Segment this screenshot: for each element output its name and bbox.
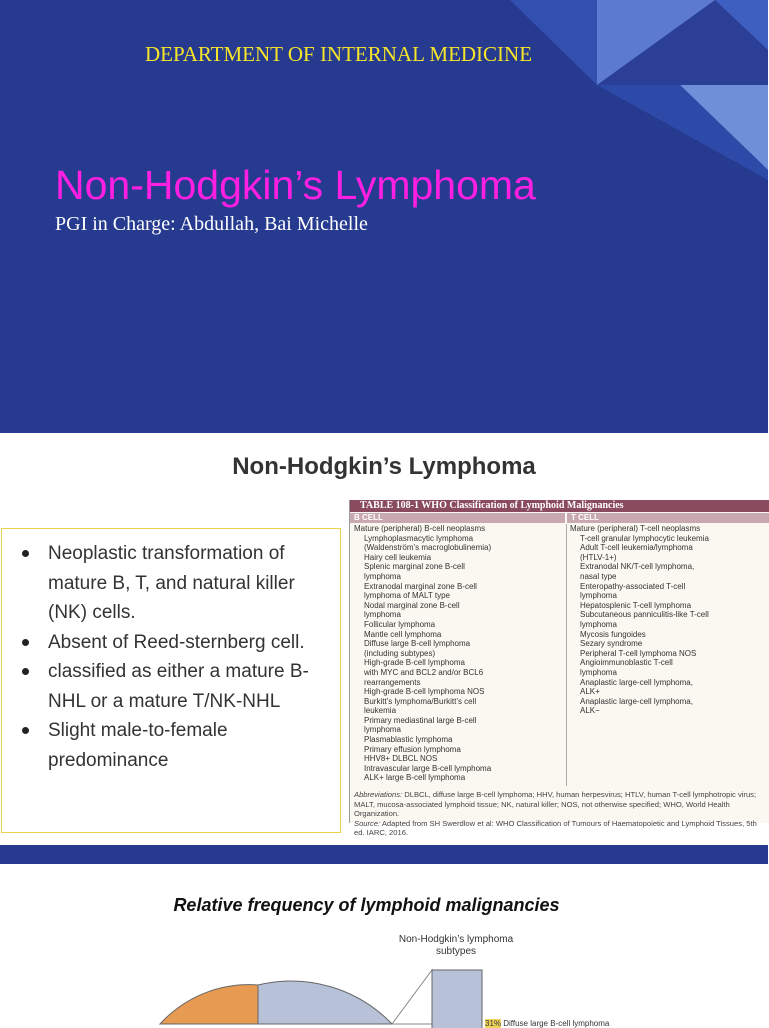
abbr-label: Abbreviations: — [354, 790, 403, 799]
table-entry: lymphoma of MALT type — [364, 591, 450, 601]
table-entry: Adult T-cell leukemia/lymphoma — [580, 543, 693, 553]
bullet-item: Slight male-to-female predominance — [22, 716, 337, 775]
b-cell-column — [354, 524, 564, 783]
table-entry: ALK+ — [580, 687, 600, 697]
table-entry: lymphoma — [364, 610, 401, 620]
table-entry: High-grade B-cell lymphoma — [364, 658, 465, 668]
table-entry: Mantle cell lymphoma — [364, 629, 442, 639]
subtype-bar — [432, 970, 482, 1028]
slide-divider-band — [0, 845, 768, 864]
source-label: Source: — [354, 818, 381, 828]
table-entry: Diffuse large B-cell lymphoma — [364, 639, 471, 649]
table-entry: (including subtypes) — [364, 648, 436, 658]
b-cell-header: B CELL — [350, 513, 565, 523]
subtypes-label: Non-Hodgkin’s lymphoma subtypes — [398, 934, 514, 957]
bullet-item: Neoplastic transformation of mature B, T, and natural killer (NK) cells. — [22, 539, 337, 628]
table-entry: Hepatosplenic T-cell lymphoma — [580, 600, 692, 610]
bullet-list — [22, 539, 337, 775]
subtype-pct: 31% — [485, 1019, 502, 1028]
subtype-label — [485, 1019, 609, 1028]
t-cell-group: Mature (peripheral) T-cell neoplasms — [570, 524, 701, 533]
table-entry: Burkitt’s lymphoma/Burkitt’s cell — [364, 696, 477, 706]
bullet-box — [1, 528, 341, 833]
table-entry: Plasmablastic lymphoma — [364, 735, 453, 745]
table-entry: lymphoma — [364, 571, 401, 581]
slide-title: Relative frequency of lymphoid malignancies — [173, 895, 560, 915]
table-entry: Hairy cell leukemia — [364, 552, 432, 562]
table-entry: Angioimmunoblastic T-cell — [580, 658, 673, 668]
subtype-name: Diffuse large B-cell lymphoma — [501, 1019, 610, 1028]
table-entry: Nodal marginal zone B-cell — [364, 600, 460, 610]
table-entry: Enteropathy-associated T-cell — [580, 581, 686, 591]
table-entry: ALK− — [580, 706, 600, 716]
table-footnote — [354, 790, 766, 838]
table-entry: HHV8+ DLBCL NOS — [364, 754, 438, 764]
b-cell-group: Mature (peripheral) B-cell neoplasms — [354, 524, 486, 533]
table-entry: Peripheral T-cell lymphoma NOS — [580, 648, 697, 658]
table-entry: Anaplastic large-cell lymphoma, — [580, 677, 693, 687]
pie-slice-orange — [160, 985, 258, 1024]
table-entry: ALK+ large B-cell lymphoma — [364, 773, 466, 783]
table-entry: Follicular lymphoma — [364, 619, 436, 629]
source-text: Adapted from SH Swerdlow et al: WHO Classification of Tumours of Haematopoietic and Lymphoid Tissues, 5th ed. IARC, 2016. — [354, 818, 757, 837]
t-cell-column — [570, 524, 769, 716]
table-entry: lymphoma — [580, 619, 617, 629]
table-entry: Sezary syndrome — [580, 639, 643, 649]
table-entry: Anaplastic large-cell lymphoma, — [580, 696, 693, 706]
table-entry: (HTLV-1+) — [580, 552, 617, 562]
table-entry: (Waldenström’s macroglobulinemia) — [364, 543, 492, 553]
frequency-slide — [0, 864, 768, 1028]
bullet-item: Absent of Reed-sternberg cell. — [22, 628, 337, 658]
bullet-item: classified as either a mature B-NHL or a mature T/NK-NHL — [22, 657, 337, 716]
table-entry: lymphoma — [580, 591, 617, 601]
frequency-chart — [0, 864, 768, 1024]
table-entry: High-grade B-cell lymphoma NOS — [364, 687, 485, 697]
presenter-line: PGI in Charge: Abdullah, Bai Michelle — [55, 213, 368, 235]
connector-wedge — [392, 970, 432, 1024]
department-heading: DEPARTMENT OF INTERNAL MEDICINE — [145, 42, 533, 66]
column-divider — [566, 524, 567, 786]
overview-slide — [0, 433, 768, 845]
table-entry: Mycosis fungoides — [580, 629, 646, 639]
table-entry: nasal type — [580, 571, 617, 581]
bullet-dot-icon — [22, 668, 29, 675]
table-entry: Subcutaneous panniculitis-like T-cell — [580, 610, 709, 620]
table-entry: with MYC and BCL2 and/or BCL6 — [364, 667, 484, 677]
t-cell-header: T CELL — [567, 513, 769, 523]
slide-title: Non-Hodgkin’s Lymphoma — [55, 162, 536, 208]
table-entry: Primary mediastinal large B-cell — [364, 715, 477, 725]
abbreviations: DLBCL, diffuse large B-cell lymphoma; HHV, human herpesvirus; HTLV, human T-cell lymphotropic virus; MALT, mucosa-associated lymphoid tissue; NK, natural killer; NOS, not otherwise specified; WHO, World Health Organization. — [354, 790, 757, 818]
table-entry: lymphoma — [364, 725, 401, 735]
bullet-dot-icon — [22, 727, 29, 734]
bullet-dot-icon — [22, 550, 29, 557]
pie-slice-blue — [258, 981, 392, 1024]
table-entry: leukemia — [364, 706, 397, 716]
table-entry: Splenic marginal zone B-cell — [364, 562, 465, 572]
bullet-dot-icon — [22, 639, 29, 646]
table-entry: T-cell granular lymphocytic leukemia — [580, 533, 709, 543]
table-caption: TABLE 108-1 WHO Classification of Lymphoid Malignancies — [350, 500, 769, 512]
who-classification-table — [349, 500, 769, 837]
table-entry: Primary effusion lymphoma — [364, 744, 461, 754]
table-entry: lymphoma — [580, 667, 617, 677]
table-entry: Lymphoplasmacytic lymphoma — [364, 533, 474, 543]
title-slide — [0, 0, 768, 433]
slide-title: Non-Hodgkin’s Lymphoma — [232, 453, 536, 480]
table-entry: Extranodal NK/T-cell lymphoma, — [580, 562, 695, 572]
table-entry: Intravascular large B-cell lymphoma — [364, 763, 492, 773]
table-entry: Extranodal marginal zone B-cell — [364, 581, 477, 591]
table-entry: rearrangements — [364, 677, 421, 687]
